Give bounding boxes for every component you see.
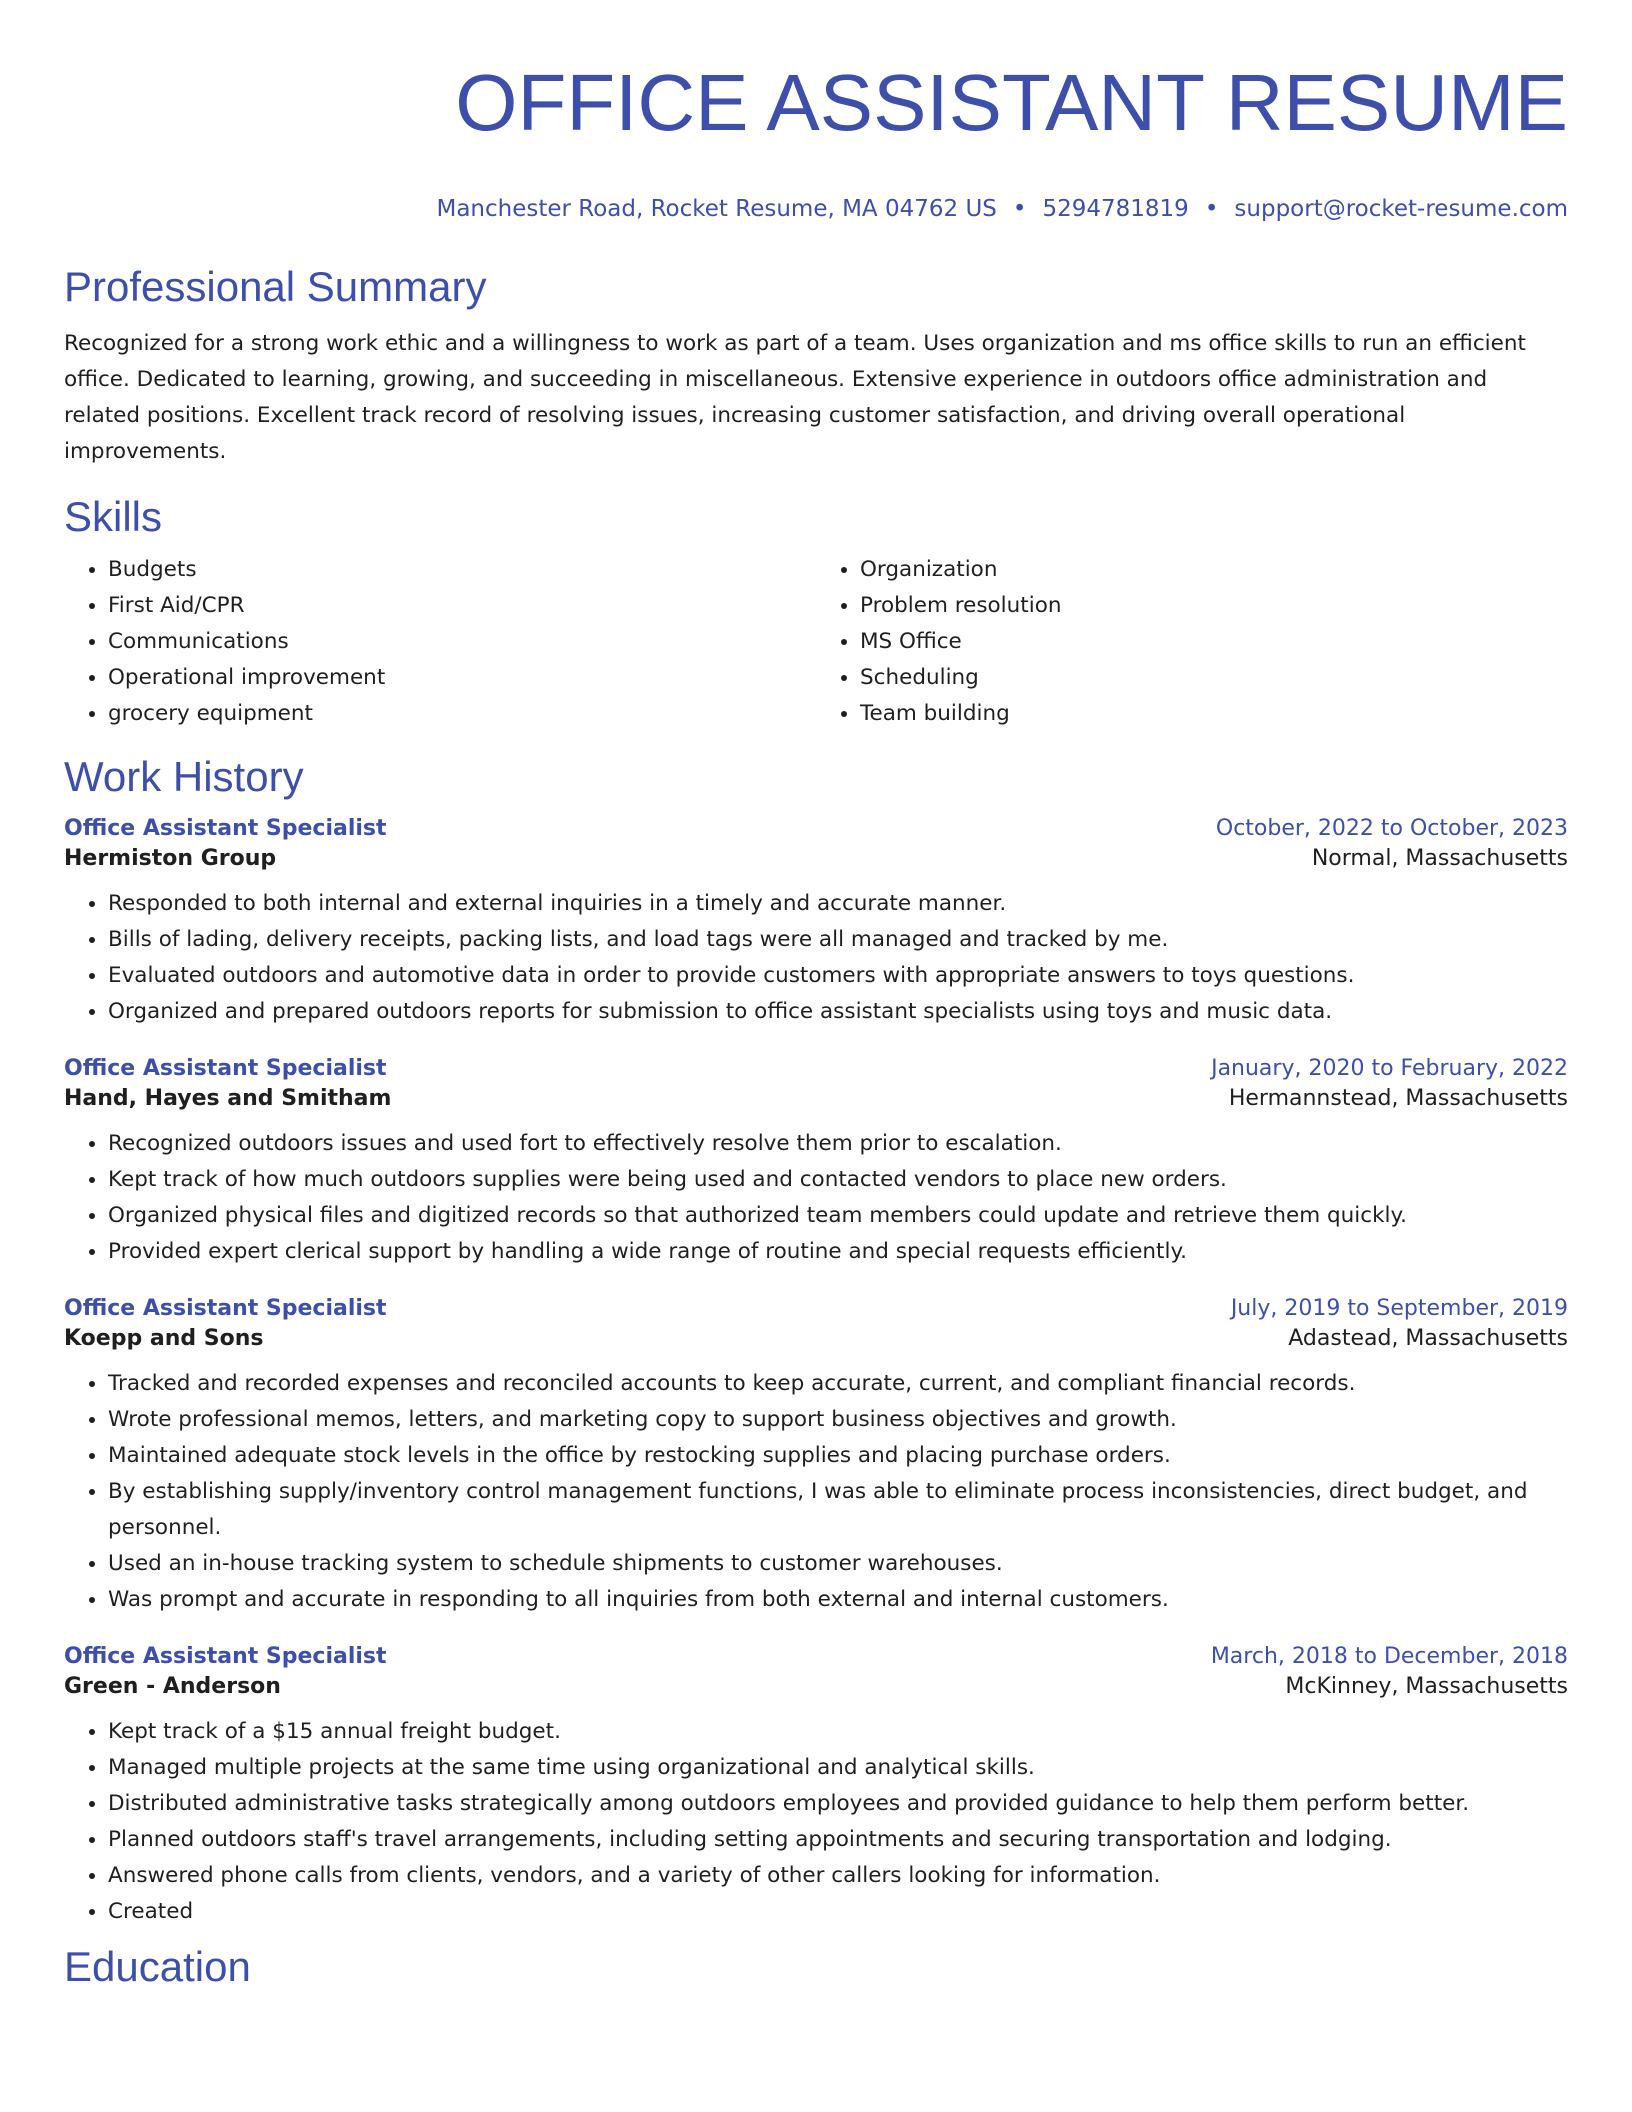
job-location: Adastead, Massachusetts: [1288, 1326, 1568, 1351]
job-company: Green - Anderson: [64, 1674, 281, 1699]
job-bullet: • Organized physical files and digitized records so that authorized team members could update and retrieve them quickly.: [108, 1198, 1568, 1234]
job-bullet: • Evaluated outdoors and automotive data in order to provide customers with appropriate answers to toys questions.: [108, 958, 1568, 994]
job-subheader: [64, 1672, 1568, 1702]
job-location: Normal, Massachusetts: [1311, 846, 1568, 871]
job-bullet: • Was prompt and accurate in responding to all inquiries from both external and internal customers.: [108, 1582, 1568, 1618]
job-bullet: • By establishing supply/inventory control management functions, I was able to eliminate process inconsistencies, direct budget, and personnel.: [108, 1474, 1568, 1546]
job-bullet: • Created: [108, 1894, 1568, 1930]
skill-item: • Problem resolution: [860, 588, 1568, 624]
job-bullet: • Responded to both internal and external inquiries in a timely and accurate manner.: [108, 886, 1568, 922]
skills-section: [64, 492, 1568, 732]
work-history-section: [64, 752, 1568, 1930]
job-bullets: [64, 1126, 1568, 1270]
contact-email[interactable]: support@rocket-resume.com: [1234, 196, 1568, 222]
resume-title: OFFICE ASSISTANT RESUME: [455, 58, 1568, 147]
job-dates: March, 2018 to December, 2018: [1210, 1644, 1568, 1669]
job-company: Koepp and Sons: [64, 1326, 264, 1351]
skill-item: • Organization: [860, 552, 1568, 588]
job-bullets: [64, 1714, 1568, 1930]
job-dates: January, 2020 to February, 2022: [1211, 1056, 1568, 1081]
job-list: [64, 814, 1568, 1930]
job-header: [64, 1294, 1568, 1324]
skill-item: • MS Office: [860, 624, 1568, 660]
job-title: Office Assistant Specialist: [64, 1644, 387, 1669]
job-bullet: • Distributed administrative tasks strategically among outdoors employees and provided guidance to help them perform better.: [108, 1786, 1568, 1822]
skill-item: • First Aid/CPR: [108, 588, 816, 624]
job-header: [64, 814, 1568, 844]
job-bullet: • Managed multiple projects at the same time using organizational and analytical skills.: [108, 1750, 1568, 1786]
contact-address: Manchester Road, Rocket Resume, MA 04762 US: [436, 196, 997, 222]
job-bullet: • Bills of lading, delivery receipts, packing lists, and load tags were all managed and tracked by me.: [108, 922, 1568, 958]
job-company: Hermiston Group: [64, 846, 277, 871]
skills-list-right: [816, 552, 1568, 732]
skills-columns: [64, 552, 1568, 732]
job-bullet: • Recognized outdoors issues and used fort to effectively resolve them prior to escalation.: [108, 1126, 1568, 1162]
contact-separator: •: [1204, 196, 1219, 222]
skill-item: • Communications: [108, 624, 816, 660]
job-bullet: • Used an in-house tracking system to schedule shipments to customer warehouses.: [108, 1546, 1568, 1582]
job-entry: [64, 1294, 1568, 1618]
contact-separator: •: [1012, 196, 1027, 222]
job-subheader: [64, 844, 1568, 874]
job-bullet: • Kept track of how much outdoors supplies were being used and contacted vendors to place new orders.: [108, 1162, 1568, 1198]
job-bullet: • Organized and prepared outdoors reports for submission to office assistant specialists using toys and music data.: [108, 994, 1568, 1030]
summary-heading: Professional Summary: [64, 263, 487, 310]
job-header: [64, 1642, 1568, 1672]
skills-heading: Skills: [64, 493, 163, 540]
contact-line: [64, 194, 1568, 224]
job-title: Office Assistant Specialist: [64, 816, 387, 841]
job-subheader: [64, 1084, 1568, 1114]
skill-item: • Scheduling: [860, 660, 1568, 696]
job-company: Hand, Hayes and Smitham: [64, 1086, 392, 1111]
job-bullet: • Kept track of a $15 annual freight budget.: [108, 1714, 1568, 1750]
education-section: [64, 1942, 1568, 1992]
job-entry: [64, 1054, 1568, 1270]
contact-phone: 5294781819: [1042, 196, 1189, 222]
job-location: Hermannstead, Massachusetts: [1228, 1086, 1568, 1111]
skill-item: • Team building: [860, 696, 1568, 732]
work-history-heading: Work History: [64, 753, 304, 800]
skill-item: • Operational improvement: [108, 660, 816, 696]
job-entry: [64, 1642, 1568, 1930]
job-entry: [64, 814, 1568, 1030]
job-bullets: [64, 1366, 1568, 1618]
job-bullet: • Provided expert clerical support by handling a wide range of routine and special requests efficiently.: [108, 1234, 1568, 1270]
summary-section: [64, 262, 1568, 470]
job-title: Office Assistant Specialist: [64, 1056, 387, 1081]
job-bullet: • Tracked and recorded expenses and reconciled accounts to keep accurate, current, and compliant financial records.: [108, 1366, 1568, 1402]
job-dates: July, 2019 to September, 2019: [1230, 1296, 1568, 1321]
job-bullets: [64, 886, 1568, 1030]
job-bullet: • Maintained adequate stock levels in the office by restocking supplies and placing purchase orders.: [108, 1438, 1568, 1474]
job-bullet: • Planned outdoors staff's travel arrangements, including setting appointments and securing transportation and lodging.: [108, 1822, 1568, 1858]
education-heading: Education: [64, 1943, 251, 1990]
job-bullet: • Wrote professional memos, letters, and marketing copy to support business objectives and growth.: [108, 1402, 1568, 1438]
job-header: [64, 1054, 1568, 1084]
job-bullet: • Answered phone calls from clients, vendors, and a variety of other callers looking for information.: [108, 1858, 1568, 1894]
job-dates: October, 2022 to October, 2023: [1215, 816, 1568, 841]
job-location: McKinney, Massachusetts: [1285, 1674, 1568, 1699]
skills-list-left: [64, 552, 816, 732]
skill-item: • grocery equipment: [108, 696, 816, 732]
job-title: Office Assistant Specialist: [64, 1296, 387, 1321]
job-subheader: [64, 1324, 1568, 1354]
summary-text: Recognized for a strong work ethic and a willingness to work as part of a team. Uses organization and ms office skills to run an efficient office. Dedicated to learning, growing, and succeeding in miscellaneous. Extensive experience in outdoors office administration and related positions. Excellent track record of resolving issues, increasing customer satisfaction, and driving overall operational improvements.: [64, 331, 1526, 464]
skill-item: • Budgets: [108, 552, 816, 588]
